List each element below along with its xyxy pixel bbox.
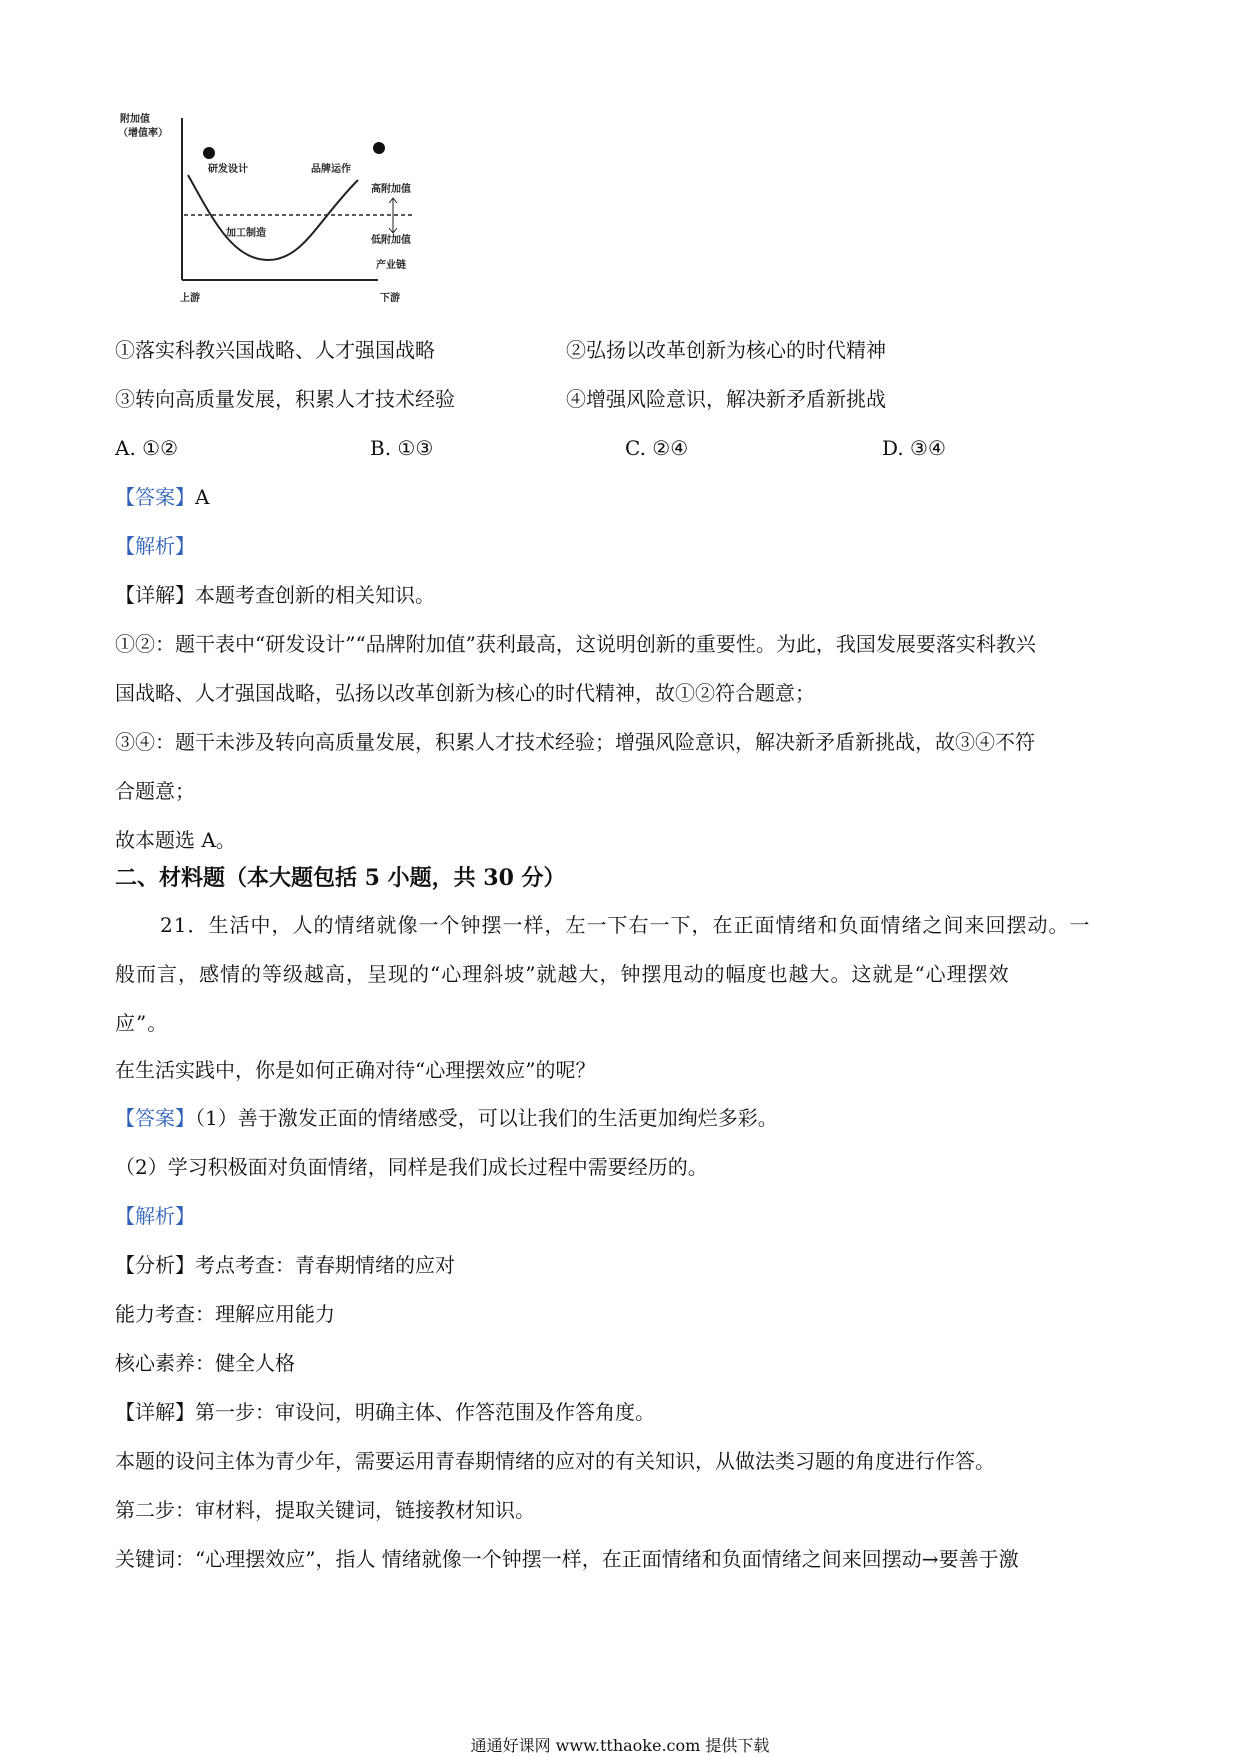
statement-4: ④增强风险意识，解决新矛盾新挑战 [566, 387, 886, 411]
option-a: A. ①② [115, 436, 179, 460]
answer-value: A [195, 485, 210, 509]
q21-material-line2: 般而言，感情的等级越高，呈现的“心理斜坡”就越大，钟摆甩动的幅度也越大。这就是“心理摆效 [115, 962, 1010, 986]
answer-tag: 【答案】 [115, 485, 195, 509]
page-footer: 通通好课网 www.tthaoke.com 提供下载 [470, 1736, 770, 1755]
q21-question: 在生活实践中，你是如何正确对待“心理摆效应”的呢？ [115, 1058, 596, 1082]
q20-para2-line1: ③④：题干未涉及转向高质量发展，积累人才技术经验；增强风险意识，解决新矛盾新挑战，故③④不符 [115, 730, 1035, 754]
q21-keyword: 关键词：“心理摆效应”，指人 情绪就像一个钟摆一样，在正面情绪和负面情绪之间来回摆动→要善于激 [115, 1547, 1019, 1571]
q20-para2-line2: 合题意； [115, 779, 195, 803]
q20-analysis-tag: 【解析】 [115, 534, 195, 558]
label-downstream: 下游 [380, 293, 400, 304]
q21-analysis: 【分析】考点考查：青春期情绪的应对 [115, 1253, 455, 1277]
statement-3: ③转向高质量发展，积累人才技术经验 [115, 387, 455, 411]
q21-answer-tag: 【答案】 [115, 1106, 195, 1130]
label-high: 高附加值 [371, 184, 411, 195]
q21-detail-2: 本题的设问主体为青少年，需要运用青春期情绪的应对的有关知识，从做法类习题的角度进行作答。 [115, 1449, 995, 1473]
option-b: B. ①③ [370, 436, 434, 460]
q21-answer-1 [115, 1104, 778, 1132]
label-process: 加工制造 [226, 228, 266, 239]
dot-brand [373, 142, 385, 154]
q21-literacy: 核心素养：健全人格 [115, 1351, 295, 1375]
detail-tag: 【详解】 [115, 583, 195, 607]
smile-curve-figure [118, 110, 438, 305]
label-rd: 研发设计 [208, 164, 248, 175]
q20-answer [115, 483, 209, 511]
q21-analysis-tag: 【解析】 [115, 1204, 195, 1228]
label-upstream: 上游 [180, 293, 200, 304]
q21-ability: 能力考查：理解应用能力 [115, 1302, 335, 1326]
label-chain: 产业链 [376, 260, 406, 271]
q21-detail: 【详解】第一步：审设问，明确主体、作答范围及作答角度。 [115, 1400, 655, 1424]
y-axis-label-1: 附加值 [120, 114, 150, 125]
detail-text: 本题考查创新的相关知识。 [195, 583, 435, 607]
q20-conclusion: 故本题选 A。 [115, 828, 236, 852]
smile-curve [188, 175, 358, 260]
label-low: 低附加值 [371, 235, 411, 246]
q21-answer-2: （2）学习积极面对负面情绪，同样是我们成长过程中需要经历的。 [115, 1155, 708, 1179]
label-brand: 品牌运作 [311, 164, 351, 175]
option-c: C. ②④ [625, 436, 689, 460]
q20-para1-line1: ①②：题干表中“研发设计”“品牌附加值”获利最高，这说明创新的重要性。为此，我国发展要落实科教兴 [115, 632, 1036, 656]
q21-step2: 第二步：审材料，提取关键词，链接教材知识。 [115, 1498, 535, 1522]
statement-1: ①落实科教兴国战略、人才强国战略 [115, 338, 435, 362]
q21-material-line3: 应”。 [115, 1011, 169, 1035]
option-d: D. ③④ [882, 436, 946, 460]
dot-rd [203, 147, 215, 159]
q21-answer1-text: （1）善于激发正面的情绪感受，可以让我们的生活更加绚烂多彩。 [195, 1106, 778, 1130]
q21-material-line1: 21．生活中，人的情绪就像一个钟摆一样，左一下右一下，在正面情绪和负面情绪之间来回摆动。一 [160, 913, 1091, 937]
section2-heading: 二、材料题（本大题包括 5 小题，共 30 分） [115, 865, 566, 891]
q20-para1-line2: 国战略、人才强国战略，弘扬以改革创新为核心的时代精神，故①②符合题意； [115, 681, 815, 705]
q20-detail [115, 581, 435, 609]
y-axis-label-2: （增值率） [118, 128, 168, 139]
statement-2: ②弘扬以改革创新为核心的时代精神 [566, 338, 886, 362]
